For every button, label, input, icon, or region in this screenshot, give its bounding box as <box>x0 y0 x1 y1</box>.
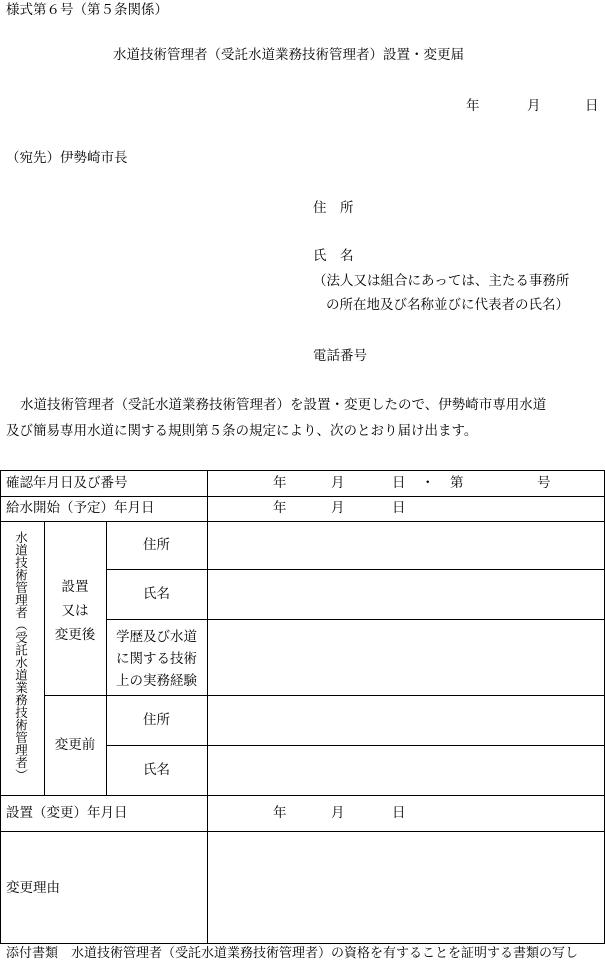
date-year: 年 <box>466 98 480 114</box>
technical-manager-vertical-label: 水道技術管理者（受託水道業務技術管理者） <box>13 531 29 781</box>
after-name-label: 氏名 <box>143 586 170 602</box>
career-line1: 学歴及び水道 <box>116 629 197 645</box>
setup-day: 日 <box>392 805 406 821</box>
career-label <box>106 626 207 692</box>
applicant-address-label: 住 所 <box>313 200 354 216</box>
setup-year: 年 <box>273 805 287 821</box>
setup-date-label: 設置（変更）年月日 <box>6 805 128 821</box>
supply-start-date-label: 給水開始（予定）年月日 <box>6 500 155 516</box>
corporation-note-line1: （法人又は組合にあっては、主たる事務所 <box>313 273 570 289</box>
addressee: （宛先）伊勢崎市長 <box>6 150 128 166</box>
confirmation-year: 年 <box>273 475 287 491</box>
after-change-group-label <box>44 575 106 647</box>
career-line2: に関する技術 <box>116 651 197 667</box>
after-group-line2: 又は <box>61 603 89 619</box>
after-group-line3: 変更後 <box>54 627 96 643</box>
applicant-name-label: 氏 名 <box>313 248 354 264</box>
after-group-line1: 設置 <box>61 579 89 595</box>
career-line3: 上の実務経験 <box>116 673 197 689</box>
supply-start-month: 月 <box>331 500 345 516</box>
setup-month: 月 <box>331 805 345 821</box>
before-name-label: 氏名 <box>143 762 170 778</box>
attachment-note: 添付書類 水道技術管理者（受託水道業務技術管理者）の資格を有することを証明する書類の写し <box>6 946 579 961</box>
before-change-group-label: 変更前 <box>54 737 96 753</box>
confirmation-date-number-label: 確認年月日及び番号 <box>6 475 128 491</box>
after-address-label: 住所 <box>143 537 170 553</box>
change-reason-label: 変更理由 <box>6 880 60 896</box>
document-title: 水道技術管理者（受託水道業務技術管理者）設置・変更届 <box>113 47 464 63</box>
form-number: 様式第６号（第５条関係） <box>6 2 168 18</box>
applicant-phone-label: 電話番号 <box>313 348 367 364</box>
confirmation-go: 号 <box>537 475 551 491</box>
confirmation-separator: ・ <box>421 475 435 491</box>
corporation-note-line2: の所在地及び名称並びに代表者の氏名） <box>326 297 569 313</box>
supply-start-day: 日 <box>392 500 406 516</box>
date-day: 日 <box>585 98 599 114</box>
confirmation-month: 月 <box>331 475 345 491</box>
body-text-line1: 水道技術管理者（受託水道業務技術管理者）を設置・変更したので、伊勢崎市専用水道 <box>20 397 547 413</box>
confirmation-day: 日 <box>392 475 406 491</box>
confirmation-dai: 第 <box>450 475 464 491</box>
date-month: 月 <box>527 98 541 114</box>
supply-start-year: 年 <box>273 500 287 516</box>
body-text-line2: 及び簡易専用水道に関する規則第５条の規定により、次のとおり届け出ます。 <box>6 423 478 439</box>
before-address-label: 住所 <box>143 712 170 728</box>
